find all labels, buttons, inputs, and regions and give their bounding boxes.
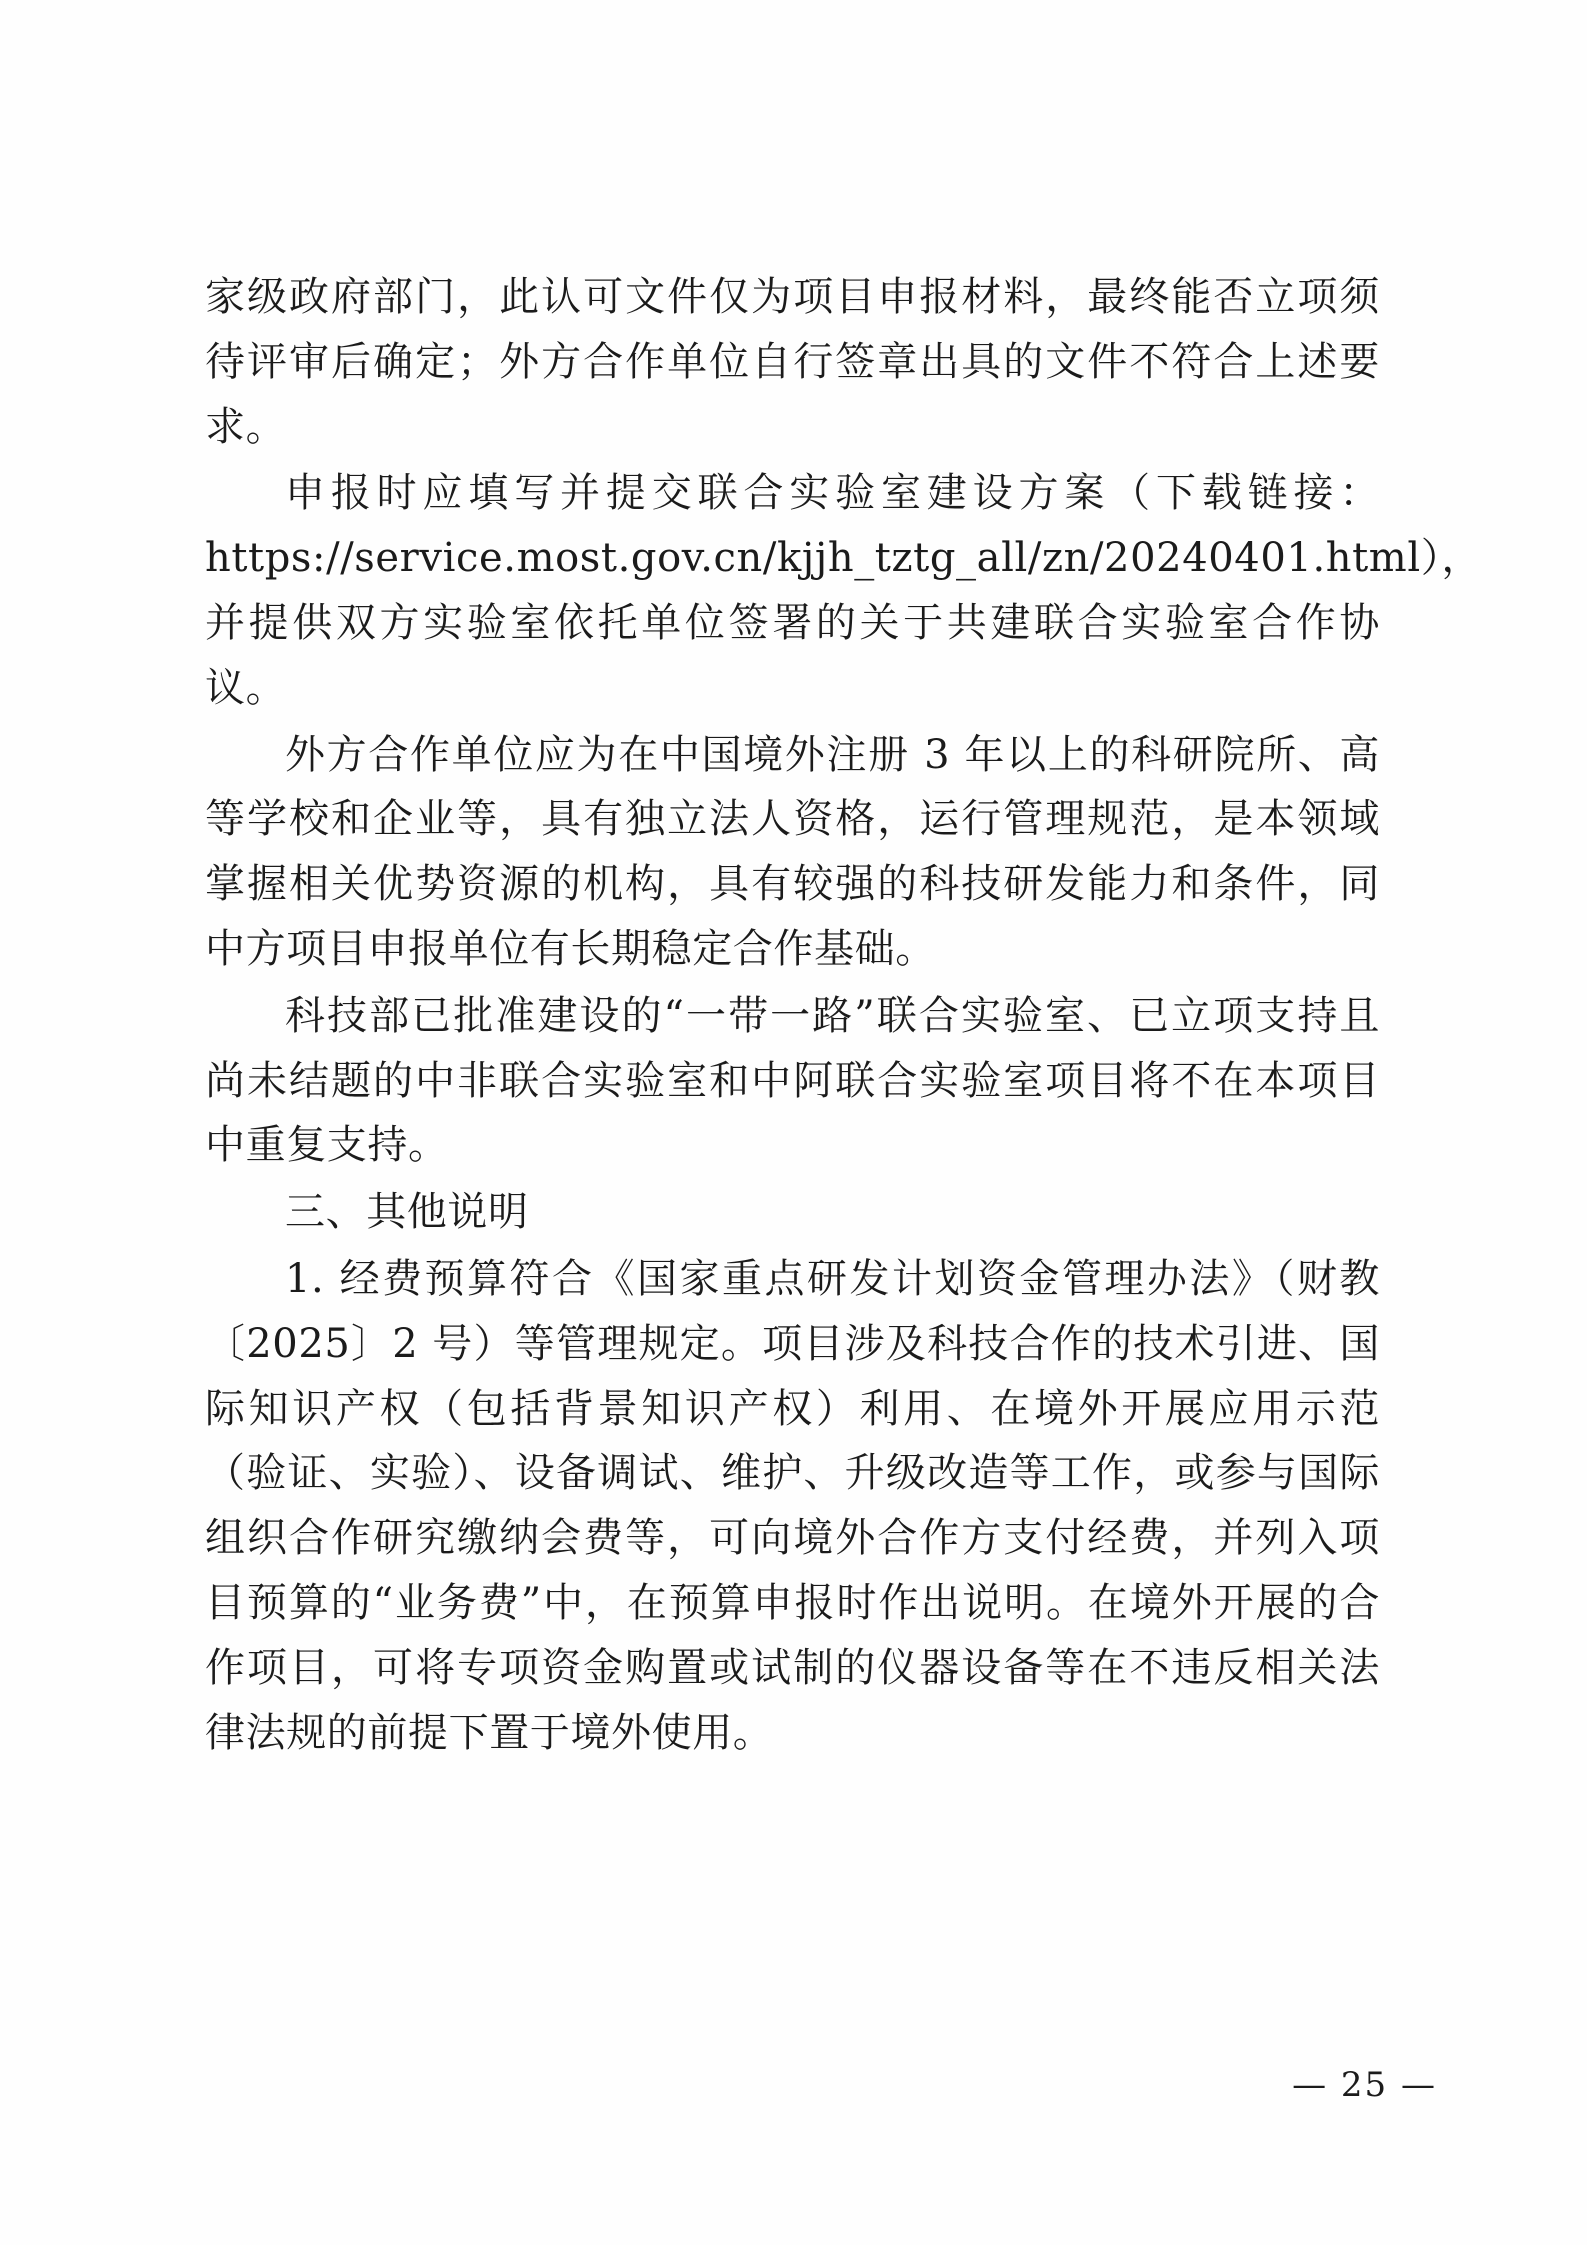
- page-number: — 25 —: [1292, 2065, 1437, 2105]
- paragraph-foreign-partner-requirements: 外方合作单位应为在中国境外注册 3 年以上的科研院所、高等学校和企业等，具有独立法人资格，运行管理规范，是本领域掌握相关优势资源的机构，具有较强的科技研发能力和条件，同中方项目申报单位有长期稳定合作基础。: [205, 731, 1380, 972]
- paragraph-budget-rules: 1. 经费预算符合《国家重点研发计划资金管理办法》（财教〔2025〕2 号）等管理规定。项目涉及科技合作的技术引进、国际知识产权（包括背景知识产权）利用、在境外开展应用示范（验证、实验）、设备调试、维护、升级改造等工作，或参与国际组织合作研究缴纳会费等，可向境外合作方支付经费，并列入项目预算的“业务费”中，在预算申报时作出说明。在境外开展的合作项目，可将专项资金购置或试制的仪器设备等在不违反相关法律法规的前提下置于境外使用。: [205, 1255, 1380, 1756]
- section-heading-other-notes: 三、其他说明: [285, 1189, 529, 1236]
- paragraph-no-duplicate-support: 科技部已批准建设的“一带一路”联合实验室、已立项支持且尚未结题的中非联合实验室和中阿联合实验室项目将不在本项目中重复支持。: [205, 992, 1380, 1169]
- paragraph-continuation: 家级政府部门，此认可文件仅为项目申报材料，最终能否立项须待评审后确定；外方合作单位自行签章出具的文件不符合上述要求。: [205, 274, 1380, 450]
- page-body: [205, 265, 1482, 1767]
- paragraph-application-plan: 申报时应填写并提交联合实验室建设方案（下载链接：https://service.most.gov.cn/kjjh_tztg_all/zn/20240401.html），并提供双方实验室依托单位签署的关于共建联合实验室合作协议。: [205, 470, 1482, 711]
